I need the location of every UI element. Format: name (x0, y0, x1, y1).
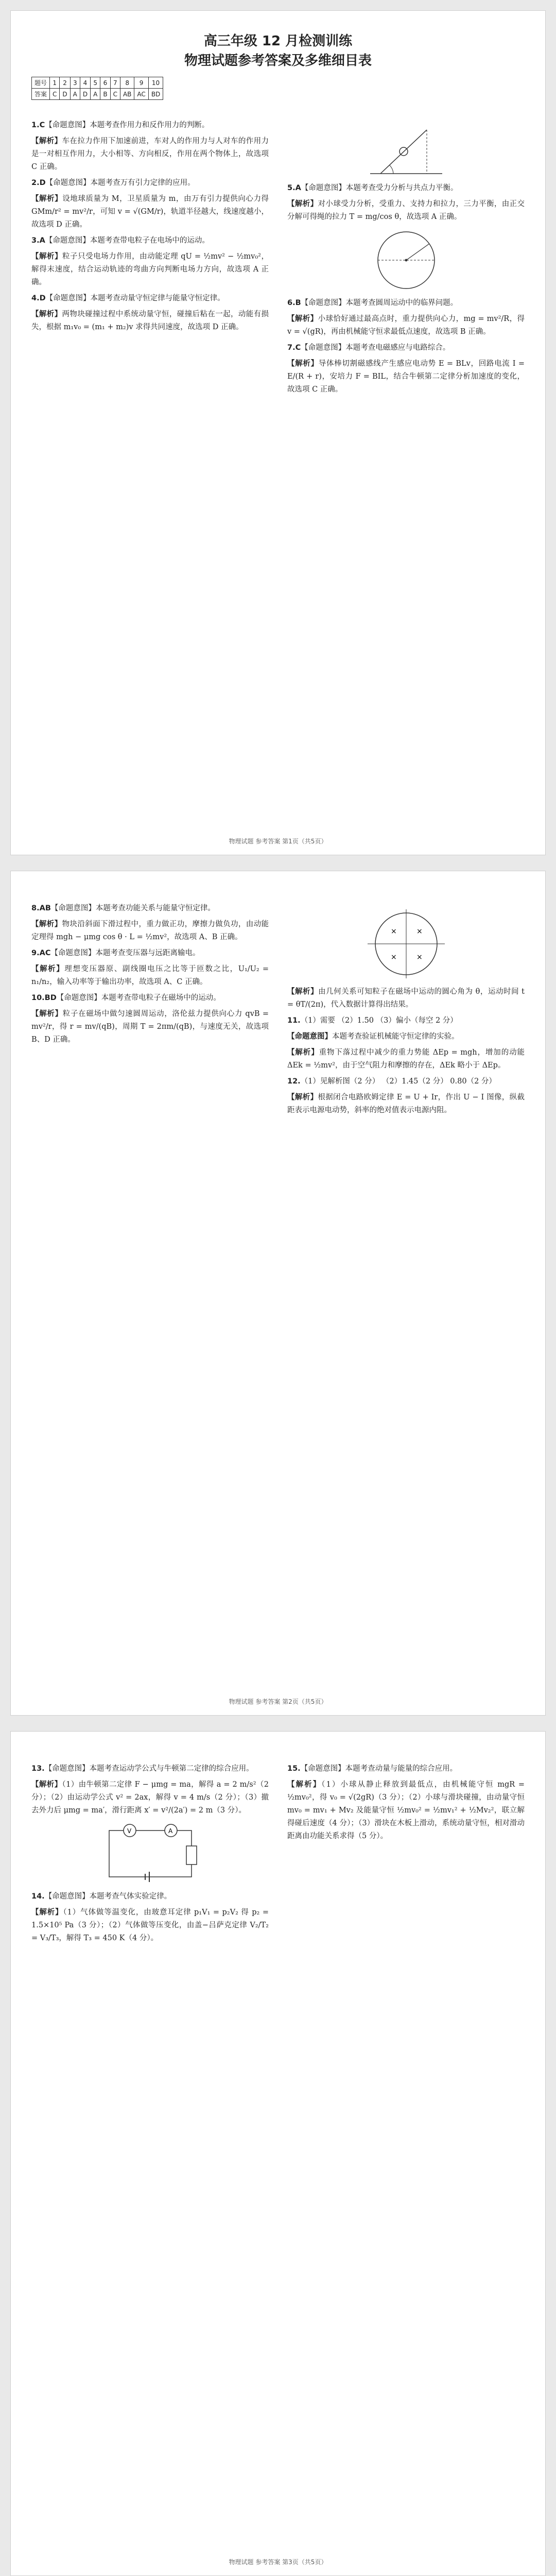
paragraph-text: 【命题意图】本题考查动量与能量的综合应用。 (300, 1765, 458, 1773)
paragraph-text: 物块沿斜面下滑过程中，重力做正功，摩擦力做负功，由动能定理得 mgh − μmg cos θ · L = ½mv²，故选项 A、B 正确。 (31, 920, 269, 941)
page-2-columns (31, 902, 525, 1684)
answer-paragraph (31, 1906, 269, 1945)
paragraph-tag: 8.AB (31, 904, 51, 912)
paragraph-tag: 6.B (287, 299, 301, 307)
paragraph-tag: 【解析】 (31, 965, 65, 973)
paragraph-text: 【命题意图】本题考查万有引力定律的应用。 (45, 179, 195, 187)
answer-paragraph (31, 1778, 269, 1817)
answer-num: 7 (110, 77, 120, 89)
paragraph-tag: 【解析】 (287, 1781, 322, 1789)
paragraph-tag: 1.C (31, 121, 45, 129)
paragraph-text: 【命题意图】本题考查功能关系与能量守恒定律。 (50, 904, 215, 912)
doc-title: 物理试题参考答案及多维细目表 (184, 53, 372, 69)
paragraph-tag: 【解析】 (287, 200, 318, 208)
paragraph-text: （1）小球从静止释放到最低点，由机械能守恒 mgR = ½mv₀²，得 v₀ = √(2gR)（3 分）；（2）小球与滑块碰撞，由动量守恒 mv₀ = mv₁ + Mv₂ 及能量守恒 ½mv₀² = ½mv₁² + ½Mv₂²，联立解得碰后速度（4 分）；（3）滑块在木板上滑动，系统动量守恒，相对滑动距离由功能关系求得（5 分）。 (287, 1781, 525, 1840)
page-1-columns (31, 119, 525, 824)
answer-paragraph (287, 1778, 525, 1843)
answer-num: 9 (134, 77, 148, 89)
svg-text:×: × (390, 953, 397, 961)
page-header (11, 31, 545, 71)
circle-diagram (368, 227, 445, 294)
answer-value: A (70, 89, 80, 100)
answer-table-num-row (32, 77, 163, 89)
magnetic-field-diagram (362, 905, 450, 982)
answer-value: C (50, 89, 60, 100)
paragraph-tag: 4.D (31, 294, 46, 302)
answer-paragraph (31, 193, 269, 231)
answer-paragraph (287, 986, 525, 1011)
answer-paragraph (31, 135, 269, 174)
answer-value: BD (148, 89, 163, 100)
circle-figure (287, 227, 525, 294)
paragraph-tag: 10.BD (31, 994, 57, 1002)
paragraph-tag: 【解析】 (31, 195, 63, 203)
answer-page-2 (10, 871, 546, 1716)
answer-value: AB (120, 89, 134, 100)
page-3-left-column (31, 1762, 269, 2545)
answer-value: B (100, 89, 110, 100)
answer-table (31, 77, 163, 100)
answer-paragraph (287, 1046, 525, 1072)
paragraph-text: 【命题意图】本题考查受力分析与共点力平衡。 (301, 184, 458, 192)
page-footer: 物理试题 参考答案 第3页（共5页） (229, 2558, 327, 2566)
doc-header: 高三年级 12 月检测训练 (203, 33, 353, 49)
paragraph-text: 【命题意图】本题考查气体实验定律。 (44, 1892, 172, 1901)
paragraph-tag: 13. (31, 1765, 45, 1773)
paragraph-tag: 12. (287, 1077, 301, 1086)
incline-figure (287, 122, 525, 179)
paragraph-text: 【命题意图】本题考查圆周运动中的临界问题。 (301, 299, 458, 307)
answer-paragraph (287, 297, 525, 310)
answer-paragraph (287, 358, 525, 396)
answer-num: 6 (100, 77, 110, 89)
paragraph-tag: 【解析】 (31, 1908, 63, 1917)
svg-text:×: × (390, 927, 397, 936)
paragraph-text: 对小球受力分析，受重力、支持力和拉力，三力平衡，由正交分解可得绳的拉力 T = mg/cos θ，故选项 A 正确。 (287, 200, 525, 221)
paragraph-tag: 【解析】 (287, 988, 319, 996)
paragraph-text: 重物下落过程中减少的重力势能 ΔEp = mgh，增加的动能 ΔEk = ½mv²，由于空气阻力和摩擦的存在，ΔEk 略小于 ΔEp。 (287, 1048, 525, 1070)
answer-paragraph (287, 1014, 525, 1027)
paragraph-tag: 5.A (287, 184, 301, 192)
paragraph-tag: 15. (287, 1765, 301, 1773)
page-1-left-column (31, 119, 269, 824)
paragraph-tag: 【命题意图】 (287, 1032, 332, 1041)
answer-paragraph (287, 1762, 525, 1775)
paragraph-text: 由几何关系可知粒子在磁场中运动的圆心角为 θ，运动时间 t = θT/(2π)，代入数据计算得出结果。 (287, 988, 525, 1009)
page-1-right-column (287, 119, 525, 824)
answer-paragraph (31, 918, 269, 944)
answer-table-ans-label: 答案 (32, 89, 50, 100)
paragraph-text: 本题考查验证机械能守恒定律的实验。 (332, 1032, 459, 1041)
paragraph-text: 两物块碰撞过程中系统动量守恒，碰撞后粘在一起，动能有损失，根据 m₁v₀ = (m₁ + m₂)v 求得共同速度，故选项 D 正确。 (31, 310, 269, 331)
answer-num: 3 (70, 77, 80, 89)
paragraph-tag: 【解析】 (31, 920, 62, 928)
paragraph-tag: 7.C (287, 344, 301, 352)
answer-value: D (60, 89, 70, 100)
paragraph-text: （1）需要 （2）1.50 （3）偏小（每空 2 分） (300, 1016, 458, 1025)
paragraph-tag: 【解析】 (287, 1048, 319, 1057)
answer-page-3 (10, 1731, 546, 2576)
paragraph-tag: 【解析】 (31, 252, 63, 261)
answer-num: 10 (148, 77, 163, 89)
answer-paragraph (31, 902, 269, 915)
answer-paragraph (287, 182, 525, 195)
answer-page-1 (10, 10, 546, 855)
paragraph-text: 【命题意图】本题考查运动学公式与牛顿第二定律的综合应用。 (44, 1765, 254, 1773)
svg-text:V: V (127, 1827, 131, 1835)
page-3-columns (31, 1762, 525, 2545)
answer-value: C (110, 89, 120, 100)
page-2-right-column (287, 902, 525, 1684)
paragraph-text: 【命题意图】本题考查带电粒子在电场中的运动。 (45, 236, 210, 245)
page-3-right-column (287, 1762, 525, 2545)
answer-value: AC (134, 89, 148, 100)
circuit-diagram (99, 1820, 202, 1887)
answer-paragraph (31, 250, 269, 289)
paragraph-text: 【命题意图】本题考查变压器与远距离输电。 (50, 949, 200, 957)
incline-diagram (365, 122, 447, 179)
paragraph-tag: 2.D (31, 179, 46, 187)
paragraph-text: （1）由牛顿第二定律 F − μmg = ma，解得 a = 2 m/s²（2 分）；（2）由运动学公式 v² = 2ax，解得 v = 4 m/s（2 分）；（3）撤去外力后 μmg = ma′，滑行距离 x′ = v²/(2a′) = 2 m（3 分）。 (31, 1781, 269, 1815)
paragraph-text: 粒子在磁场中做匀速圆周运动，洛伦兹力提供向心力 qvB = mv²/r，得 r = mv/(qB)，周期 T = 2πm/(qB)，与速度无关，故选项 B、D 正确。 (31, 1010, 269, 1044)
answer-num: 5 (91, 77, 100, 89)
answer-num: 2 (60, 77, 70, 89)
svg-text:A: A (168, 1827, 172, 1835)
paragraph-tag: 9.AC (31, 949, 51, 957)
paragraph-tag: 【解析】 (31, 310, 62, 318)
answer-paragraph (287, 313, 525, 338)
answer-paragraph (31, 963, 269, 989)
paragraph-tag: 【解析】 (287, 1093, 318, 1101)
answer-paragraph (31, 947, 269, 960)
paragraph-text: 【命题意图】本题考查带电粒子在磁场中的运动。 (56, 994, 221, 1002)
paragraph-text: 【命题意图】本题考查作用力和反作用力的判断。 (45, 121, 210, 129)
page-footer: 物理试题 参考答案 第1页（共5页） (229, 838, 327, 845)
paragraph-text: 【命题意图】本题考查动量守恒定律与能量守恒定律。 (45, 294, 225, 302)
answer-table-num-label: 题号 (32, 77, 50, 89)
answer-num: 4 (80, 77, 90, 89)
paragraph-text: 导体棒切割磁感线产生感应电动势 E = BLv，回路电流 I = E/(R + r)，安培力 F = BIL，结合牛顿第二定律分析加速度的变化，故选项 C 正确。 (287, 360, 525, 394)
field-figure (287, 905, 525, 982)
paragraph-text: 【命题意图】本题考查电磁感应与电路综合。 (301, 344, 450, 352)
paragraph-tag: 【解析】 (31, 1010, 63, 1018)
answer-paragraph (31, 1762, 269, 1775)
paragraph-tag: 【解析】 (287, 360, 319, 368)
answer-paragraph (287, 198, 525, 224)
paragraph-text: 粒子只受电场力作用，由动能定理 qU = ½mv² − ½mv₀²，解得末速度，结合运动轨迹的弯曲方向判断电场力方向，故选项 A 正确。 (31, 252, 269, 286)
paragraph-tag: 11. (287, 1016, 301, 1025)
circuit-figure (31, 1820, 269, 1887)
answer-table-wrap (31, 77, 163, 100)
paragraph-tag: 【解析】 (31, 1781, 62, 1789)
page-2-left-column (31, 902, 269, 1684)
paragraph-tag: 【解析】 (287, 315, 318, 323)
answer-paragraph (287, 1091, 525, 1117)
answer-value: D (80, 89, 90, 100)
paragraph-text: 理想变压器原、副线圈电压之比等于匝数之比，U₁/U₂ = n₁/n₂，输入功率等于输出功率，故选项 A、C 正确。 (31, 965, 269, 986)
answer-paragraph (31, 292, 269, 305)
answer-num: 1 (50, 77, 60, 89)
answer-paragraph (31, 308, 269, 334)
answer-table-ans-row (32, 89, 163, 100)
page-footer: 物理试题 参考答案 第2页（共5页） (229, 1698, 327, 1705)
answer-paragraph (287, 1030, 525, 1043)
answer-paragraph (287, 1075, 525, 1088)
paragraph-tag: 3.A (31, 236, 45, 245)
paragraph-tag: 14. (31, 1892, 45, 1901)
answer-paragraph (31, 234, 269, 247)
answer-paragraph (287, 342, 525, 354)
paragraph-text: 设地球质量为 M，卫星质量为 m，由万有引力提供向心力得 GMm/r² = mv²/r，可知 v = √(GM/r)，轨道半径越大，线速度越小，故选项 D 正确。 (31, 195, 269, 229)
answer-paragraph (31, 177, 269, 190)
answer-paragraph (31, 1008, 269, 1046)
answer-paragraph (31, 1890, 269, 1903)
paragraph-text: 根据闭合电路欧姆定律 E = U + Ir，作出 U − I 图像，纵截距表示电源电动势，斜率的绝对值表示电源内阻。 (287, 1093, 525, 1114)
answer-paragraph (31, 992, 269, 1005)
svg-text:×: × (416, 953, 423, 961)
paragraph-tag: 【解析】 (31, 137, 62, 145)
svg-text:×: × (416, 927, 423, 936)
answer-num: 8 (120, 77, 134, 89)
paragraph-text: 小球恰好通过最高点时，重力提供向心力，mg = mv²/R，得 v = √(gR)，再由机械能守恒求最低点速度，故选项 B 正确。 (287, 315, 525, 336)
answer-value: A (91, 89, 100, 100)
paragraph-text: （1）气体做等温变化，由玻意耳定律 p₁V₁ = p₂V₂ 得 p₂ = 1.5×10⁵ Pa（3 分）；（2）气体做等压变化，由盖−吕萨克定律 V₂/T₂ = V₃/T₃，解得 T₃ = 450 K（4 分）。 (31, 1908, 269, 1942)
paragraph-text: （1）见解析图（2 分） （2）1.45（2 分） 0.80（2 分） (300, 1077, 496, 1086)
answer-paragraph (31, 119, 269, 132)
paragraph-text: 车在拉力作用下加速前进，车对人的作用力与人对车的作用力是一对相互作用力，大小相等、方向相反，作用在两个物体上，故选项 C 正确。 (31, 137, 269, 171)
